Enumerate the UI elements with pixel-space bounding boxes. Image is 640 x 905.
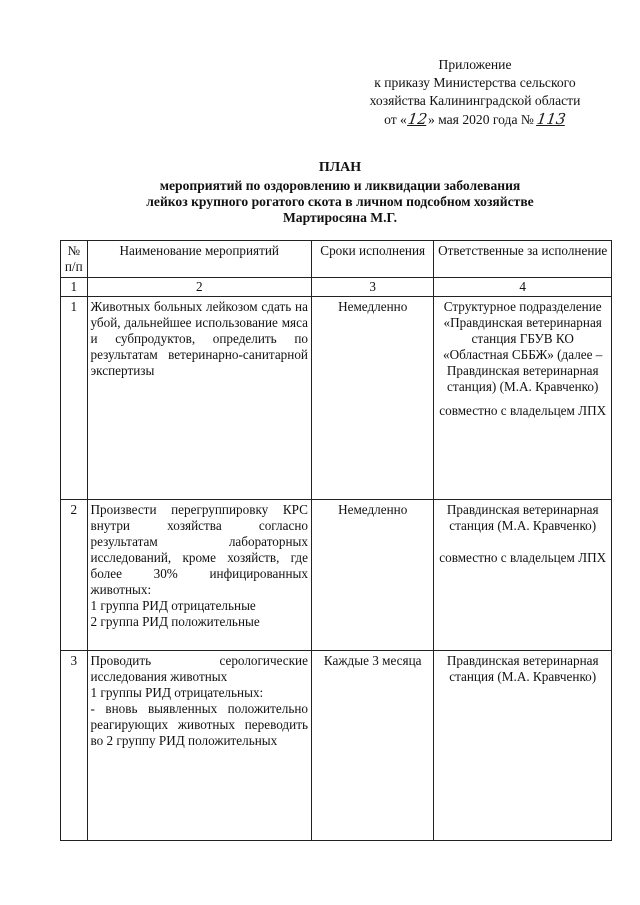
plan-table — [60, 240, 612, 841]
row-deadline: Немедленно — [311, 297, 433, 500]
row-deadline: Немедленно — [311, 500, 433, 651]
row-responsible: Структурное подразделение «Правдинская ветеринарная станция ГБУВ КО «Областная СББЖ» (далее – Правдинская ветеринарная станция) (М.А. Кравченко) — [443, 299, 603, 394]
column-number: 1 — [61, 278, 88, 297]
row-responsible: Правдинская ветеринарная станция (М.А. Кравченко) — [446, 502, 599, 533]
handwritten-day: 12 — [406, 110, 429, 128]
header-num: № п/п — [61, 241, 88, 278]
row-activity-item: 2 группа РИД положительные — [90, 614, 260, 629]
row-activity-cell — [87, 651, 311, 841]
row-activity-cell — [87, 500, 311, 651]
column-number: 2 — [87, 278, 311, 297]
row-responsible-extra: совместно с владельцем ЛПХ — [439, 403, 607, 418]
row-deadline: Каждые 3 месяца — [311, 651, 433, 841]
row-num: 3 — [61, 651, 88, 841]
row-activity-item: 1 группа РИД отрицательные — [90, 598, 256, 613]
annex-line-2: к приказу Министерства сельского — [374, 75, 576, 90]
annex-line-3: хозяйства Калининградской области — [369, 93, 581, 108]
row-responsible: Правдинская ветеринарная станция (М.А. Кравченко) — [434, 651, 612, 841]
column-number: 4 — [434, 278, 612, 297]
header-deadline: Сроки исполнения — [311, 241, 433, 278]
header-responsible: Ответственные за исполнение — [434, 241, 612, 278]
annex-date-prefix: от « — [384, 112, 407, 127]
annex-date-suffix: » мая 2020 года № — [427, 112, 534, 127]
table-header-row — [61, 241, 612, 278]
header-activity: Наименование мероприятий — [87, 241, 311, 278]
row-activity-item: 1 группы РИД отрицательных: — [90, 685, 264, 700]
row-responsible-cell — [434, 500, 612, 651]
table-row — [61, 651, 612, 841]
table-row — [61, 297, 612, 500]
title-line-3: Мартиросяна М.Г. — [282, 210, 398, 225]
row-num: 1 — [61, 297, 88, 500]
column-number: 3 — [311, 278, 433, 297]
row-num: 2 — [61, 500, 88, 651]
annex-date-line — [340, 110, 610, 129]
row-activity: Животных больных лейкозом сдать на убой, дальнейшее использование мяса и субпродуктов, определить по результатам ветеринарно-санитарной экспертизы — [87, 297, 311, 500]
row-activity: Произвести перегруппировку КРС внутри хозяйства согласно результатам лабораторных исследований, кроме хозяйств, где более 30% инфицированных животных: — [90, 502, 308, 597]
annex-header — [340, 56, 610, 129]
row-responsible-cell — [434, 297, 612, 500]
row-activity-detail: - вновь выявленных положительно реагирующих животных переводить во 2 группу РИД положительных — [90, 701, 308, 748]
annex-line-1: Приложение — [438, 57, 512, 72]
handwritten-order-number: 113 — [536, 110, 568, 128]
title-word: ПЛАН — [318, 160, 362, 175]
table-row — [61, 500, 612, 651]
column-number-row — [61, 278, 612, 297]
row-responsible-extra: совместно с владельцем ЛПХ — [439, 550, 607, 565]
row-activity: Проводить серологические исследования животных — [90, 653, 308, 684]
title-line-1: мероприятий по оздоровлению и ликвидации заболевания — [159, 178, 521, 193]
document-title — [90, 160, 590, 226]
title-line-2: лейкоз крупного рогатого скота в личном подсобном хозяйстве — [146, 194, 534, 209]
